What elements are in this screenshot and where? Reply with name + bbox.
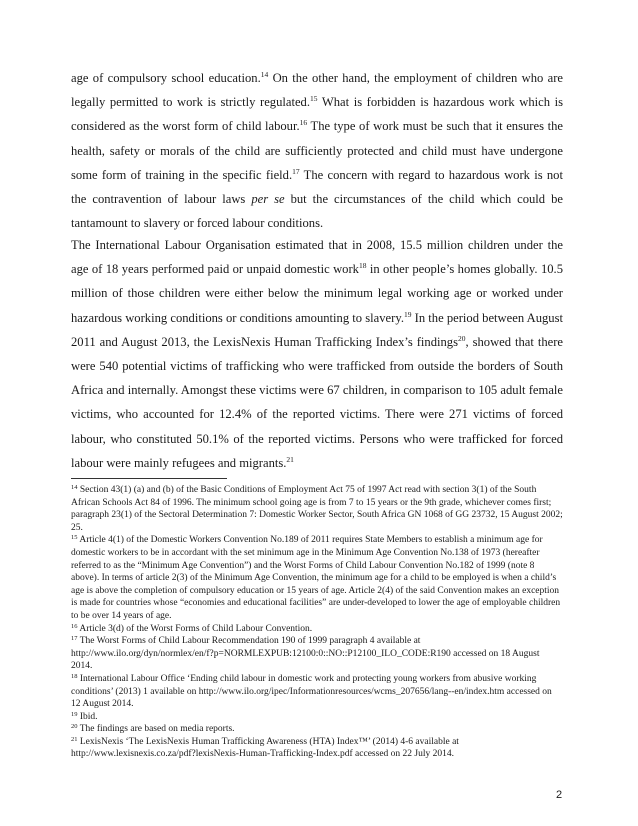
footnote-ref[interactable]: 17 <box>292 166 300 176</box>
body-paragraph <box>71 66 563 235</box>
footnote-19 <box>71 711 563 724</box>
footnote-number: 20 <box>71 723 78 731</box>
paragraph-text: The International Labour Organisation estimated that in 2008, 15.5 million children under the age of 18 years performed paid or unpaid domestic work <box>71 238 563 277</box>
paragraph-text: On the other hand, the employment of children who are legally permitted to work is strictly regulated. <box>71 71 563 110</box>
footnote-number: 19 <box>71 710 78 718</box>
footnotes-section <box>71 484 563 761</box>
paragraph-text: In the period between August 2011 and August 2013, the LexisNexis Human Trafficking Index’s findings <box>71 310 563 349</box>
paragraph-text: but the circumstances of the child which could be tantamount to slavery or forced labour conditions. <box>71 192 563 231</box>
footnote-ref[interactable]: 19 <box>403 309 412 319</box>
footnote-14 <box>71 484 563 534</box>
paragraph-text: in other people’s homes globally. 10.5 million of those children were either below the minimum legal working age or worked under hazardous working conditions or conditions amounting to slavery. <box>71 262 563 325</box>
footnote-number: 17 <box>71 635 78 643</box>
footnote-ref[interactable]: 21 <box>286 454 294 464</box>
footnote-number: 14 <box>71 484 78 491</box>
footnote-17 <box>71 635 563 673</box>
footnote-number: 21 <box>71 735 78 743</box>
footnote-text: LexisNexis ‘The LexisNexis Human Trafficking Awareness (HTA) Index™’ (2014) 4-6 available at http://www.lexisnexis.co.za/pdf?lexisNexis-Human-Trafficking-Index.pdf accessed on 22 July 2014. <box>71 736 459 760</box>
footnote-text: Section 43(1) (a) and (b) of the Basic Conditions of Employment Act 75 of 1997 Act read with section 3(1) of the South African Schools Act 84 of 1996. The minimum school going age is from 7 to 15 years or the 9th grade, whichever comes first; paragraph 23(1) of the Sectoral Determination 7: Domestic Worker Sector, South Africa GN 1068 of GG 23732, 15 August 2002; 25. <box>71 485 563 533</box>
italic-text: per se <box>251 192 285 207</box>
footnote-ref[interactable]: 16 <box>299 118 308 128</box>
footnote-separator <box>71 478 227 479</box>
footnote-number: 16 <box>71 622 78 630</box>
paragraph-text: age of compulsory school education. <box>71 71 261 85</box>
footnote-20 <box>71 723 563 736</box>
footnote-ref[interactable]: 20 <box>458 333 466 343</box>
paragraph-text: What is forbidden is hazardous work which is considered as the worst form of child labour. <box>71 95 563 134</box>
footnote-number: 18 <box>71 672 78 680</box>
footnote-text: International Labour Office ‘Ending child labour in domestic work and protecting young workers from abusive working conditions’ (2013) 1 available on http://www.ilo.org/ipec/Informationresources/wcms_207656/lang--en/index.htm accessed on 12 August 2014. <box>71 673 552 710</box>
footnote-15 <box>71 534 563 622</box>
footnote-number: 15 <box>71 534 78 542</box>
body-paragraph <box>71 233 563 475</box>
footnote-text: The Worst Forms of Child Labour Recommendation 190 of 1999 paragraph 4 available at http://www.ilo.org/dyn/normlex/en/f?p=NORMLEXPUB:12100:0::NO::P12100_ILO_CODE:R190 accessed on 18 August 2014. <box>71 636 540 672</box>
footnote-ref[interactable]: 15 <box>310 94 318 104</box>
paragraph-text: The concern with regard to hazardous work is not the contravention of labour laws <box>71 167 563 207</box>
paragraph-text: The type of work must be such that it ensures the health, safety or morals of the child are sufficiently protected and child must have undergone some form of training in the specific field. <box>71 119 563 182</box>
footnote-16 <box>71 623 563 636</box>
footnote-ref[interactable]: 14 <box>260 70 269 79</box>
footnote-18 <box>71 673 563 711</box>
footnote-text: Ibid. <box>77 711 98 722</box>
footnote-21 <box>71 736 563 761</box>
footnote-ref[interactable]: 18 <box>358 261 367 271</box>
page-number: 2 <box>556 789 563 801</box>
footnote-text: Article 4(1) of the Domestic Workers Convention No.189 of 2011 requires State Members to establish a minimum age for domestic workers to be in accordant with the set minimum age in the Minimum Age Convention No.138 of 1973 (hereafter referred to as the “Minimum Age Convention”) and the Worst Forms of Child Labour Convention No.182 of 1999 (note 8 above). In terms of article 2(3) of the Minimum Age Convention, the minimum age for a child to be employed is when a child’s age is above the completion of compulsory education or 15 years of age. Article 2(4) of the said Convention makes an exception is made for countries whose “economies and educational facilities” are under-developed to lower the age of employable children to be over 14 years of age. <box>71 535 561 621</box>
footnote-text: Article 3(d) of the Worst Forms of Child Labour Convention. <box>77 623 313 634</box>
footnote-text: The findings are based on media reports. <box>77 724 235 735</box>
paragraph-text: , showed that there were 540 potential victims of trafficking who were trafficked from outside the borders of South Africa and internally. Amongst these victims were 67 children, in comparison to 105 adult female victims, who accounted for 12.4% of the reported victims. There were 271 victims of forced labour, who constituted 50.1% of the reported victims. Persons who were trafficked for forced labour were mainly refugees and migrants. <box>71 334 563 470</box>
